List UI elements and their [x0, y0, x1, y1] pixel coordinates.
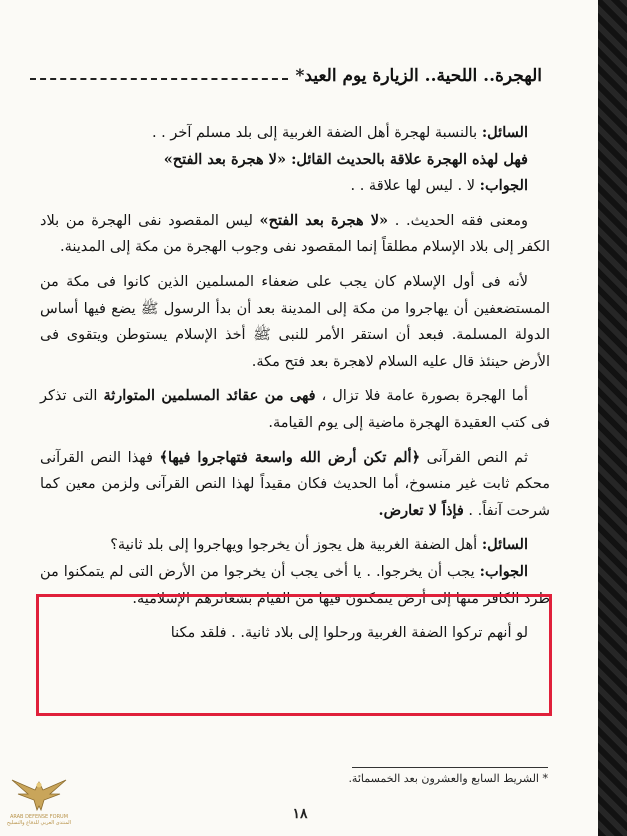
chapter-title: الهجرة.. اللحية.. الزيارة يوم العيد* — [295, 66, 542, 86]
question-2 — [40, 532, 550, 559]
question-1b-text: فهل لهذه الهجرة علاقة بالحديث القائل: — [286, 150, 528, 168]
hadith-quote: «لا هجرة بعد الفتح» — [259, 211, 389, 229]
watermark-text: ARAB DEFENSE FORUM — [9, 814, 69, 820]
page-edge-background — [598, 0, 627, 836]
answer-2 — [40, 559, 550, 612]
question-1-continued — [40, 147, 550, 174]
question-1 — [40, 120, 550, 147]
eagle-icon — [10, 776, 68, 814]
questioner-label: السائل: — [481, 124, 528, 141]
answer-label: الجواب: — [479, 177, 528, 195]
watermark-subtext: المنتدى العربي للدفاع والتسليح — [6, 820, 72, 826]
page-body — [40, 120, 550, 647]
chapter-header — [30, 56, 542, 86]
paragraph-2: لأنه فى أول الإسلام كان يجب على ضعفاء المسلمين الذين كانوا فى مكة من المستضعفين أن يهاجروا من مكة إلى المدينة بعد أن بدأ الرسول ﷺ يضع فيها أساس الدولة المسلمة. فبعد أن استقر الأمر للنبى ﷺ أخذ الإسلام يستوطن ويتقوى فى الأرض حينئذ قال عليه السلام لاهجرة بعد فتح مكة. — [40, 273, 550, 370]
questioner-label: السائل: — [481, 536, 528, 554]
answer-2-text: يجب أن يخرجوا. . يا أخى يجب أن يخرجوا من الأرض التى لم يتمكنوا من طرد الكافر منها إلى أرض يتمكنون فيها من القيام بشعائرهم الإسلامية. — [40, 563, 550, 607]
answer-1-text: لا . ليس لها علاقة . . — [350, 178, 480, 195]
hadith-quote: «لا هجرة بعد الفتح» — [163, 150, 287, 168]
quran-quote: ﴿ألم تكن أرض الله واسعة فتهاجروا فيها﴾ — [159, 448, 421, 466]
footnote-rule — [352, 767, 548, 768]
page-number: ١٨ — [292, 806, 308, 822]
answer-1 — [40, 173, 550, 200]
question-2-text: أهل الضفة الغربية هل يجوز أن يخرجوا ويهاجروا إلى بلد ثانية؟ — [110, 537, 482, 554]
header-dashed-rule — [30, 78, 288, 80]
paragraph-4: ثم النص القرآنى ﴿ألم تكن أرض الله واسعة فتهاجروا فيها﴾ فهذا النص القرآنى محكم ثابت غير منسوخ، أما الحديث فكان مقيداً لهذا النص القرآنى ولزمن معين كما شرحت آنفاً. . فإذاً لا تعارض. — [40, 448, 550, 519]
answer-label: الجواب: — [479, 562, 528, 580]
footnote: * الشريط السابع والعشرون بعد الخمسمائة. — [348, 772, 548, 785]
paragraph-1: ومعنى فقه الحديث. . «لا هجرة بعد الفتح» ليس المقصود نفى الهجرة من بلاد الكفر إلى بلاد الإسلام مطلقاً إنما المقصود نفى وجوب الهجرة من مكة إلى المدينة. — [40, 211, 550, 256]
paragraph-3: أما الهجرة بصورة عامة فلا تزال ، فهى من عقائد المسلمين المتوارثة التى تذكر فى كتب العقيدة الهجرة ماضية إلى يوم القيامة. — [40, 387, 550, 431]
arab-defense-forum-logo — [6, 776, 72, 834]
question-1-text: بالنسبة لهجرة أهل الضفة الغربية إلى بلد مسلم آخر . . — [151, 125, 482, 141]
paragraph-5: لو أنهم تركوا الضفة الغربية ورحلوا إلى بلاد ثانية. . فلقد مكنا — [170, 625, 528, 642]
